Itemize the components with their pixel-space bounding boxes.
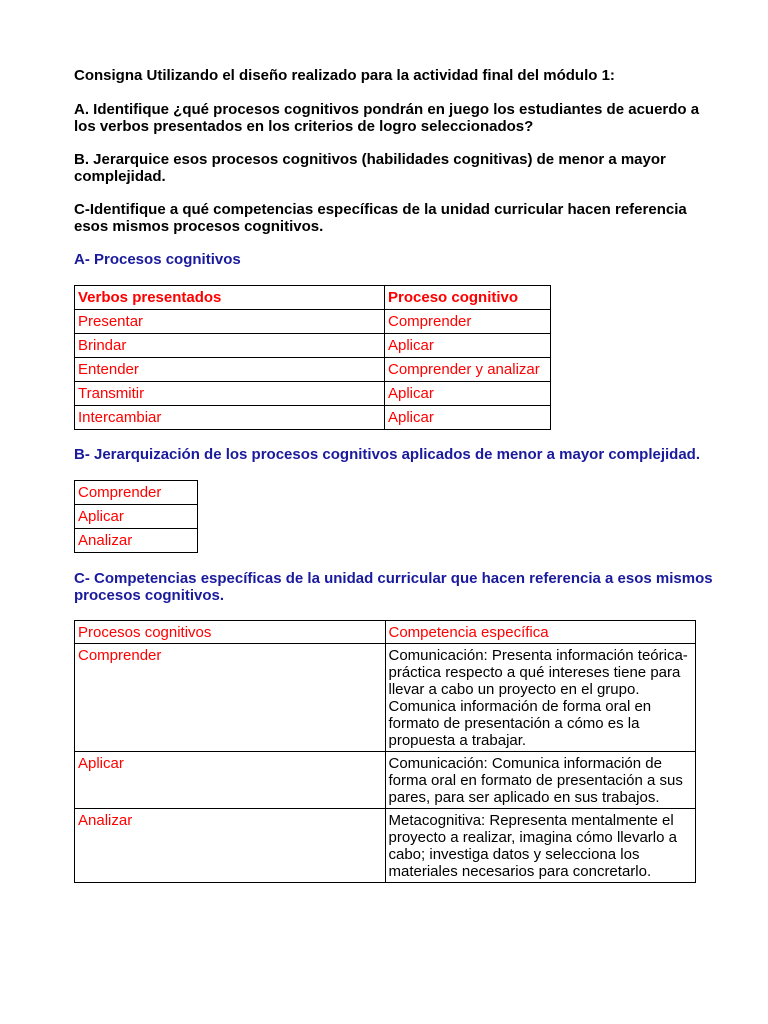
process-cell: Aplicar [385, 334, 551, 358]
table-row [75, 752, 696, 809]
competency-cell: Comunicación: Presenta información teórica-práctica respecto a qué intereses tiene para llevar a cabo un proyecto en el grupo. Comunica información de forma oral en formato de presentación a cómo es la propuesta a trabajar. [385, 644, 696, 752]
header-proceso: Proceso cognitivo [385, 286, 551, 310]
verb-cell: Brindar [75, 334, 385, 358]
process-cell: Analizar [75, 809, 386, 883]
table-row [75, 358, 551, 382]
document-page [74, 67, 714, 883]
process-cell: Comprender [75, 644, 386, 752]
consigna-item-c: C-Identifique a qué competencias específicas de la unidad curricular hacen referencia esos mismos procesos cognitivos. [74, 201, 687, 235]
header-procesos: Procesos cognitivos [75, 621, 386, 644]
header-competencia: Competencia específica [385, 621, 696, 644]
table-header-row [75, 621, 696, 644]
table-row [75, 382, 551, 406]
verb-cell: Transmitir [75, 382, 385, 406]
process-cell: Aplicar [75, 752, 386, 809]
consigna-title: Consigna Utilizando el diseño realizado para la actividad final del módulo 1: [74, 67, 615, 84]
list-item [75, 505, 198, 529]
verb-cell: Presentar [75, 310, 385, 334]
consigna-item-b: B. Jerarquice esos procesos cognitivos (habilidades cognitivas) de menor a mayor complejidad. [74, 151, 666, 185]
competency-cell: Comunicación: Comunica información de forma oral en formato de presentación a sus pares, para ser aplicado en sus trabajos. [385, 752, 696, 809]
verbs-table [74, 285, 551, 430]
table-header-row [75, 286, 551, 310]
hierarchy-table [74, 480, 198, 553]
section-c-heading: C- Competencias específicas de la unidad curricular que hacen referencia a esos mismos procesos cognitivos. [74, 570, 713, 604]
competency-cell: Metacognitiva: Representa mentalmente el proyecto a realizar, imagina cómo llevarlo a cabo; investiga datos y selecciona los materiales necesarios para concretarlo. [385, 809, 696, 883]
verb-cell: Intercambiar [75, 406, 385, 430]
competencies-table [74, 620, 696, 883]
verb-cell: Entender [75, 358, 385, 382]
list-item [75, 529, 198, 553]
hierarchy-cell: Comprender [75, 481, 198, 505]
consigna-item-a: A. Identifique ¿qué procesos cognitivos pondrán en juego los estudiantes de acuerdo a los verbos presentados en los criterios de logro seleccionados? [74, 101, 700, 135]
table-row [75, 809, 696, 883]
section-b-heading: B- Jerarquización de los procesos cognitivos aplicados de menor a mayor complejidad. [74, 446, 701, 463]
process-cell: Comprender [385, 310, 551, 334]
list-item [75, 481, 198, 505]
table-row [75, 644, 696, 752]
header-verbos: Verbos presentados [75, 286, 385, 310]
table-row [75, 406, 551, 430]
table-row [75, 334, 551, 358]
table-row [75, 310, 551, 334]
hierarchy-cell: Analizar [75, 529, 198, 553]
process-cell: Comprender y analizar [385, 358, 551, 382]
process-cell: Aplicar [385, 382, 551, 406]
section-a-heading: A- Procesos cognitivos [74, 251, 241, 268]
process-cell: Aplicar [385, 406, 551, 430]
hierarchy-cell: Aplicar [75, 505, 198, 529]
